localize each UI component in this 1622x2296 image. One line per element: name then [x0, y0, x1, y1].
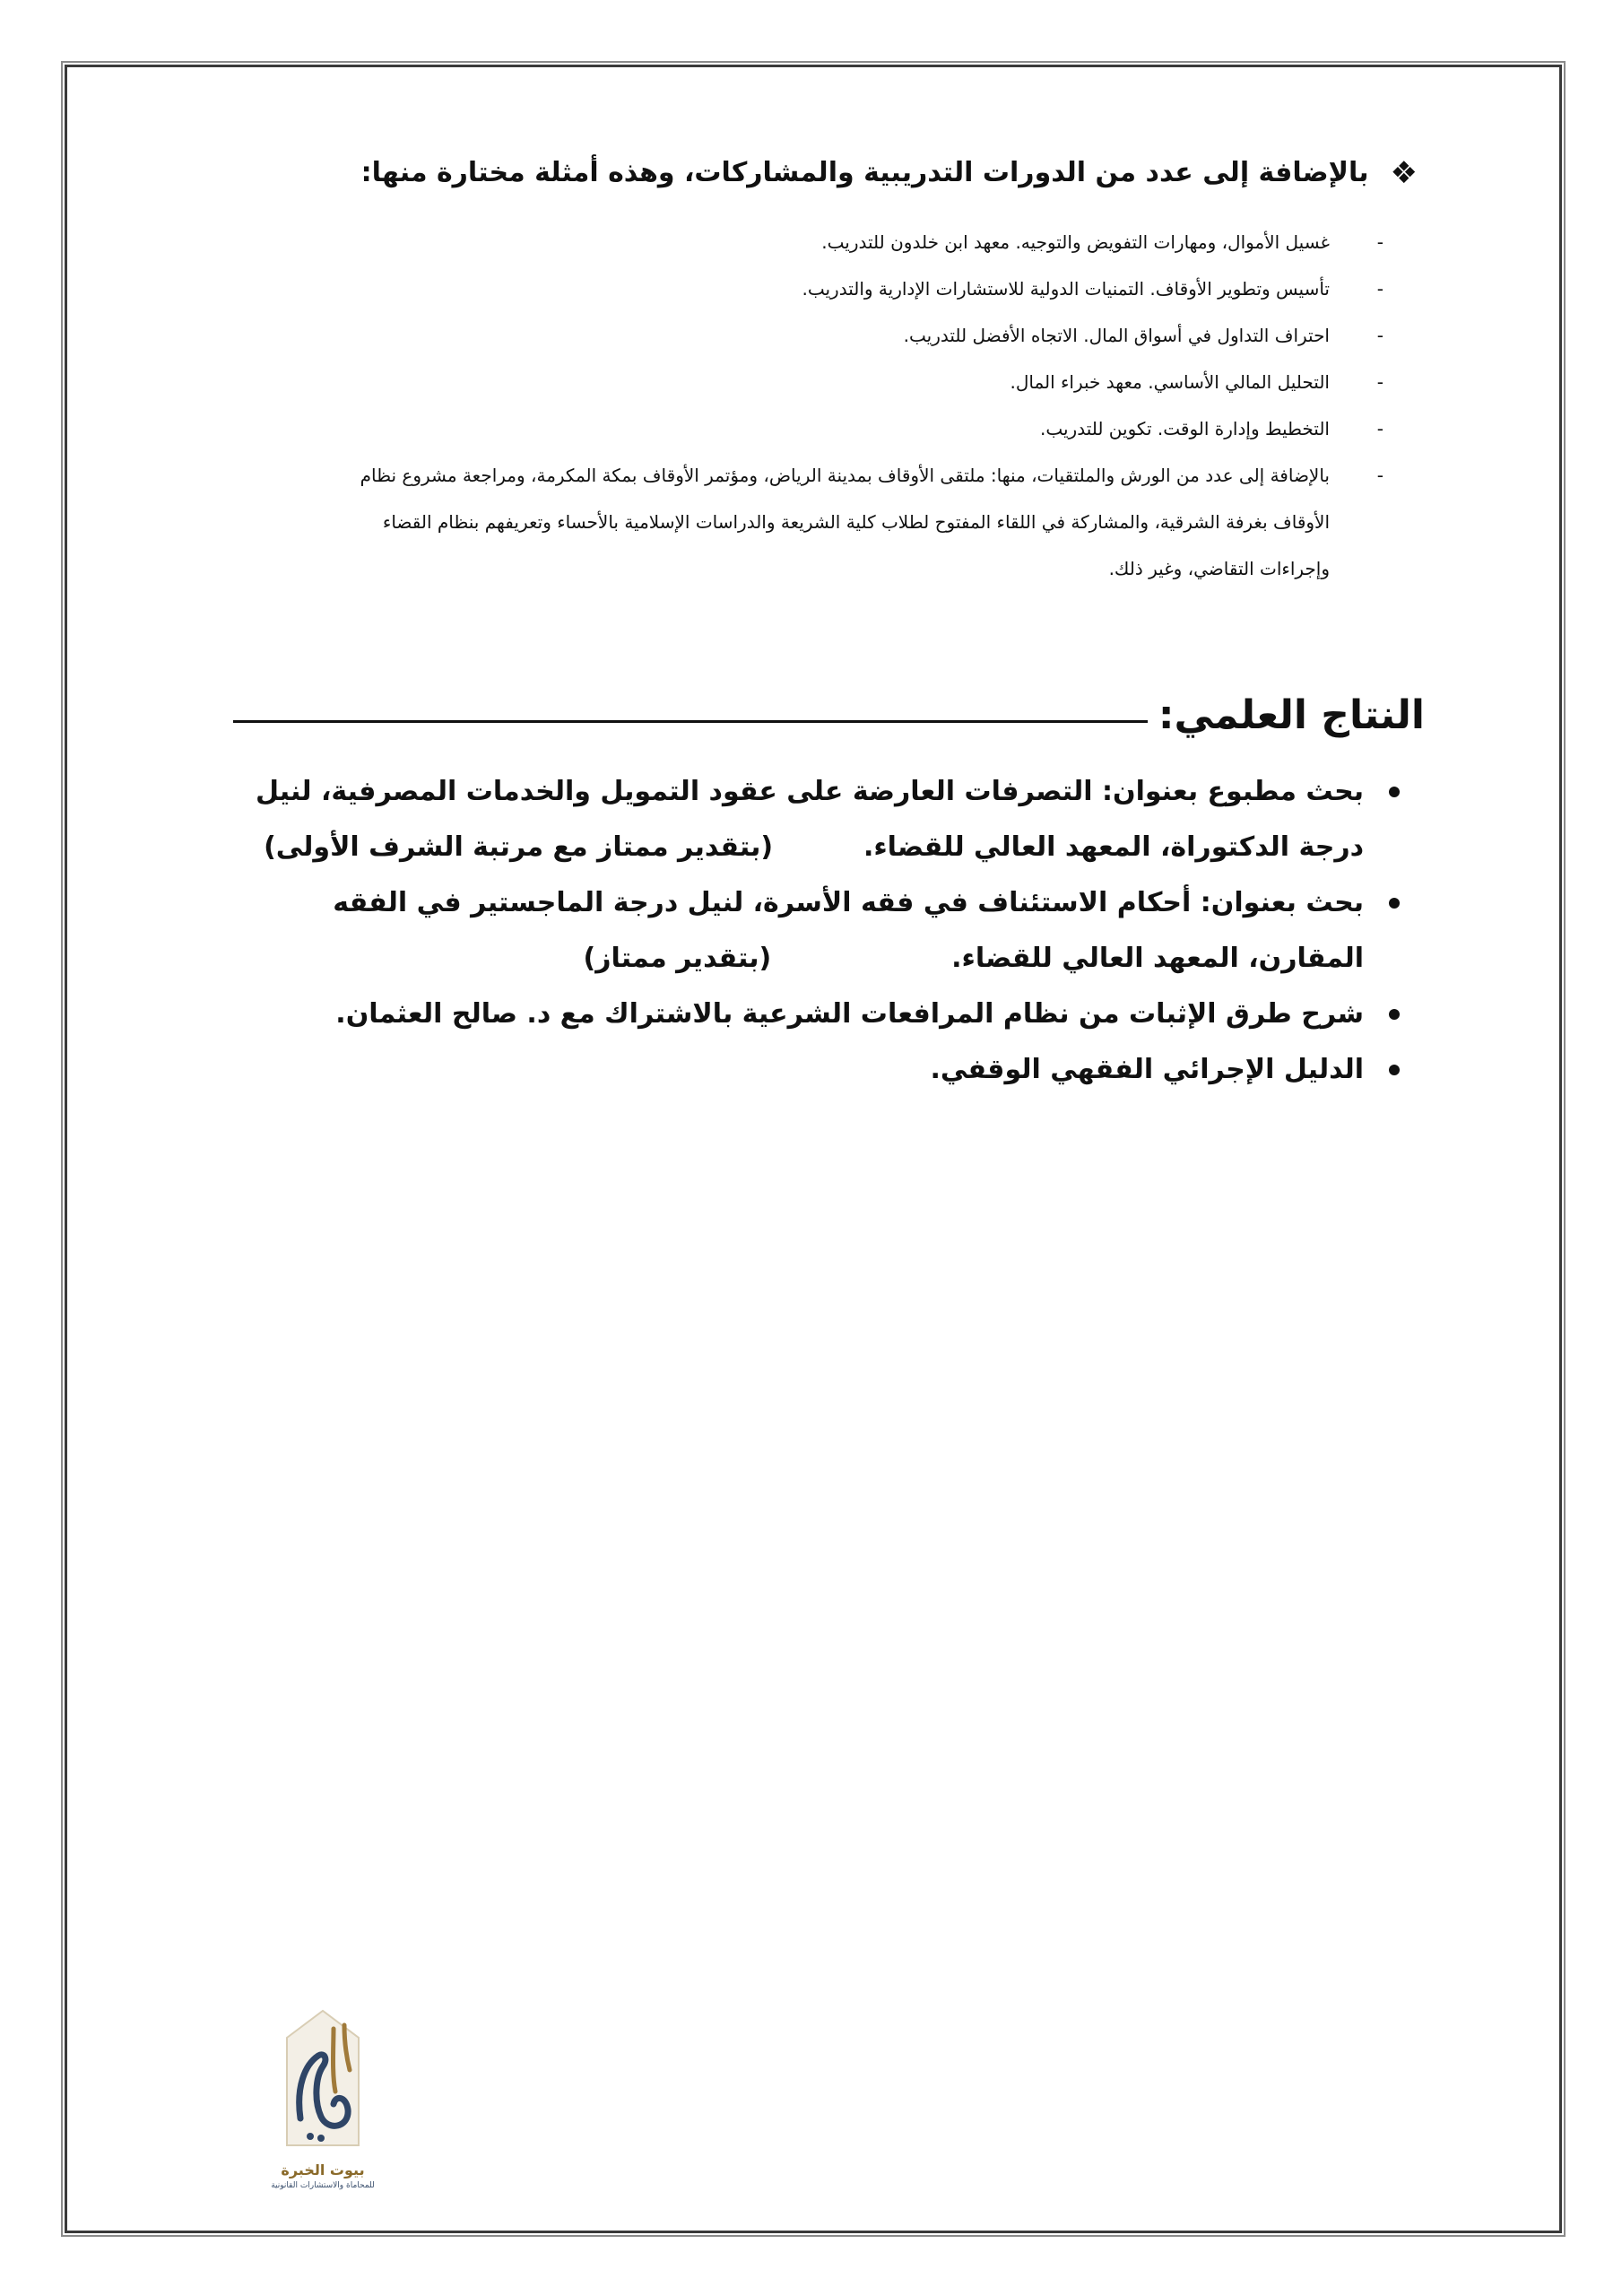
list-item: بحث بعنوان: أحكام الاستئناف في فقه الأسرة، لنيل درجة الماجستير في الفقه المقارن، المعهد العالي للقضاء. (بتقدير ممتاز): [242, 875, 1425, 987]
diamond-bullet-icon: ❖: [1390, 155, 1418, 191]
bullet-dot-icon: [1389, 898, 1400, 909]
training-heading-text: بالإضافة إلى عدد من الدورات التدريبية والمشاركات، وهذه أمثلة مختارة منها:: [360, 157, 1369, 188]
company-logo: [269, 2002, 377, 2154]
training-heading: [242, 154, 1425, 192]
list-item: - بالإضافة إلى عدد من الورش والملتقيات، منها: ملتقى الأوقاف بمدينة الرياض، ومؤتمر الأوقاف بمكة المكرمة، ومراجعة مشروع نظام الأوقاف بغرفة الشرقية، والمشاركة في اللقاء المفتوح لطلاب كلية الشريعة والدراسات الإسلامية بالأحساء وتعريفهم بنظام القضاء وإجراءات التقاضي، وغير ذلك.: [360, 465, 1383, 579]
scientific-output-list: [242, 764, 1425, 1098]
logo-title: بيوت الخبرة: [281, 2161, 365, 2179]
scientific-output-header: [233, 692, 1425, 738]
logo-subtitle: للمحاماة والاستشارات القانونية: [271, 2181, 375, 2190]
document-body: [242, 154, 1425, 1085]
list-item: - احتراف التداول في أسواق المال. الاتجاه الأفضل للتدريب.: [903, 325, 1383, 346]
title-underline: [233, 720, 1148, 723]
bullet-dot-icon: [1389, 787, 1400, 797]
list-item: بحث مطبوع بعنوان: التصرفات العارضة على عقود التمويل والخدمات المصرفية، لنيل درجة الدكتوراة، المعهد العالي للقضاء. (بتقدير ممتاز مع مرتبة الشرف الأولى): [242, 764, 1425, 875]
logo-dot: [317, 2135, 325, 2142]
list-item: - تأسيس وتطوير الأوقاف. التمنيات الدولية للاستشارات الإدارية والتدريب.: [802, 278, 1383, 300]
scientific-output-title: النتاج العلمي:: [1158, 692, 1425, 738]
grade-label: (بتقدير ممتاز): [583, 943, 772, 974]
list-item: شرح طرق الإثبات من نظام المرافعات الشرعية بالاشتراك مع د. صالح العثمان.: [242, 987, 1425, 1042]
list-item: - التحليل المالي الأساسي. معهد خبراء المال.: [1010, 371, 1383, 393]
list-item: - التخطيط وإدارة الوقت. تكوين للتدريب.: [1039, 418, 1383, 439]
logo-frame-shape: [287, 2011, 359, 2145]
bullet-dot-icon: [1389, 1065, 1400, 1075]
logo-dot: [307, 2133, 314, 2140]
bullet-dot-icon: [1389, 1009, 1400, 1020]
logo-caption: [260, 2161, 386, 2192]
list-item: الدليل الإجرائي الفقهي الوقفي.: [242, 1042, 1425, 1098]
training-list: [327, 219, 1383, 592]
grade-label: (بتقدير ممتاز مع مرتبة الشرف الأولى): [264, 831, 774, 863]
list-item: - غسيل الأموال، ومهارات التفويض والتوجيه. معهد ابن خلدون للتدريب.: [821, 231, 1383, 253]
